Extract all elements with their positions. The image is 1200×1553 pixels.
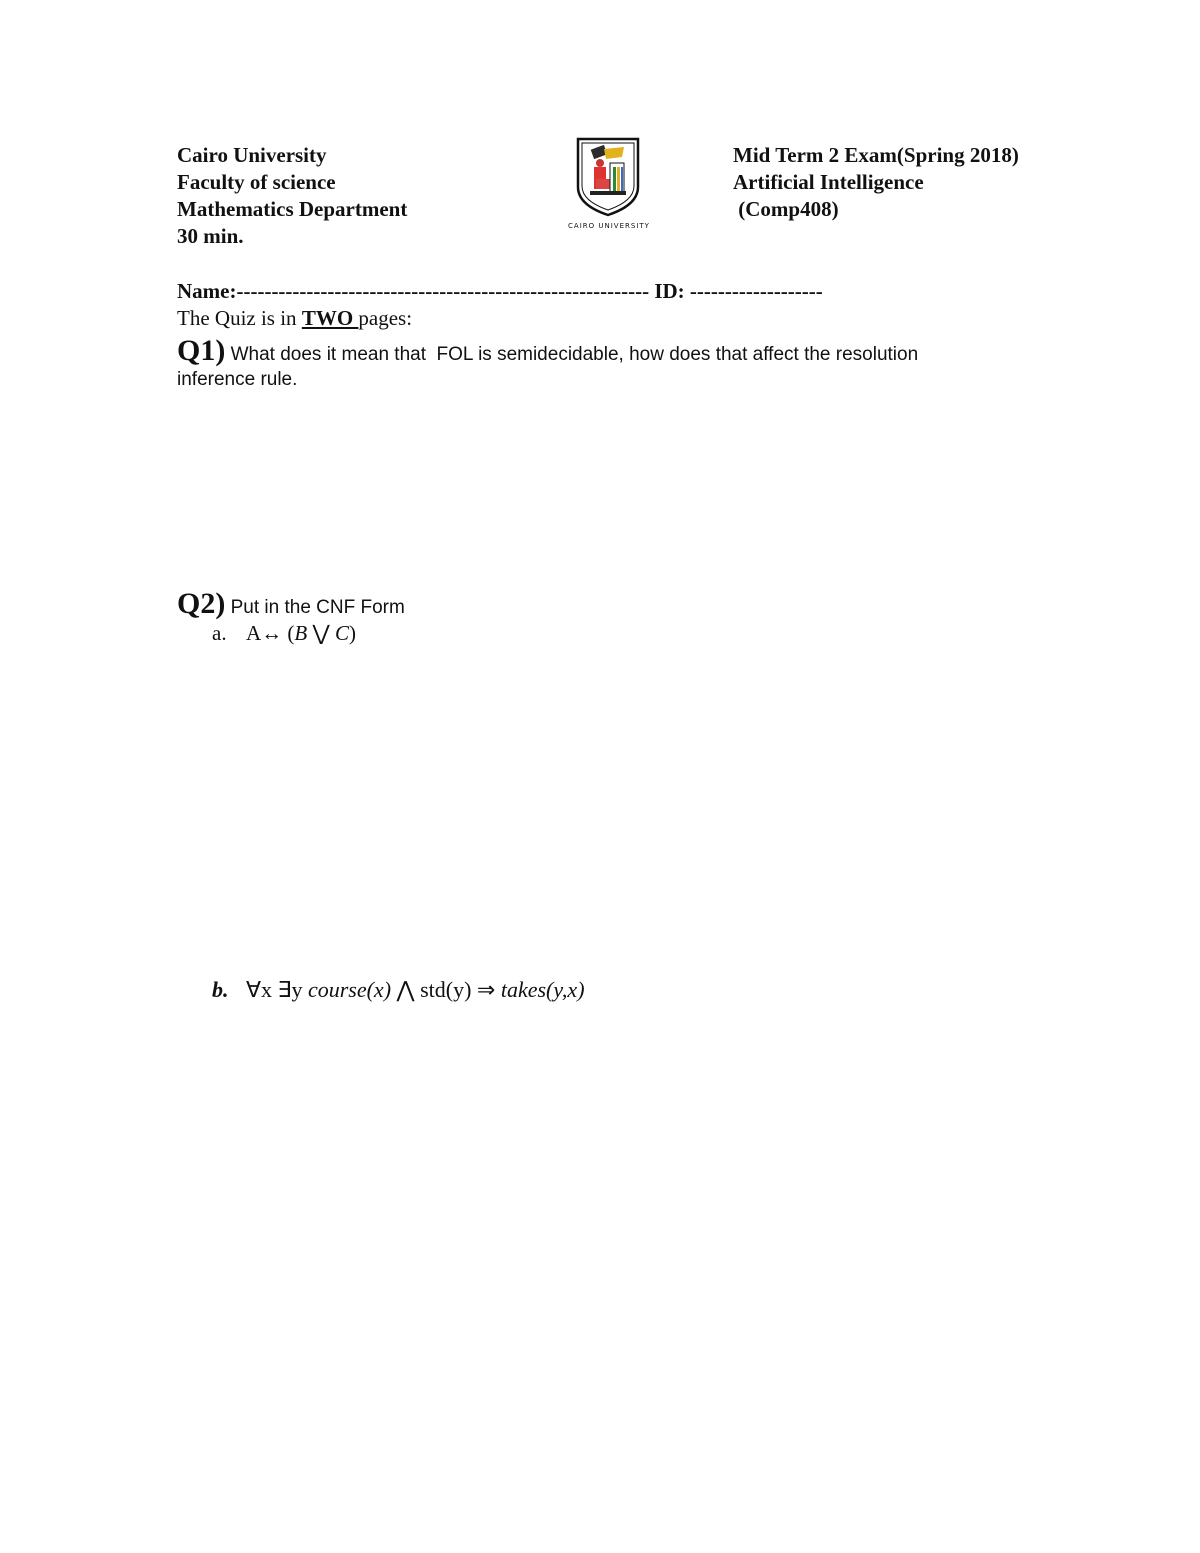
question-2-text: Put in the CNF Form bbox=[225, 597, 405, 618]
formula-b-course: course bbox=[307, 977, 367, 1002]
faculty-name: Faculty of science bbox=[177, 170, 336, 194]
exam-title: Mid Term 2 Exam(Spring 2018) bbox=[733, 143, 1019, 167]
part-b-formula bbox=[246, 977, 585, 1002]
part-a-formula bbox=[246, 621, 356, 645]
formula-b-quantifiers: ∀x ∃y bbox=[246, 977, 308, 1002]
department-name: Mathematics Department bbox=[177, 197, 408, 221]
quiz-note-suffix: pages: bbox=[358, 306, 413, 330]
header-left bbox=[177, 142, 407, 250]
name-id-line: Name:----------------------------------------------------------- ID: ------------------- bbox=[177, 279, 823, 303]
header-right bbox=[733, 142, 1019, 223]
logo-text: CAIRO UNIVERSITY bbox=[568, 222, 650, 230]
question-1-label: Q1) bbox=[177, 334, 226, 367]
part-a-label: a. bbox=[212, 621, 227, 645]
question-1 bbox=[177, 334, 918, 368]
question-2 bbox=[177, 587, 405, 621]
university-name: Cairo University bbox=[177, 143, 327, 167]
quiz-note-emphasis: TWO bbox=[301, 306, 359, 330]
question-2-part-a bbox=[212, 621, 356, 646]
course-name: Artificial Intelligence bbox=[733, 170, 924, 194]
formula-a-b: B bbox=[294, 621, 308, 645]
cairo-university-logo bbox=[566, 135, 652, 233]
question-1-text: What does it mean that FOL is semidecidable, how does that affect the resolution bbox=[225, 344, 919, 365]
quiz-note-prefix: The Quiz is in bbox=[177, 306, 302, 330]
formula-b-takes: takes bbox=[500, 977, 547, 1002]
course-code: (Comp408) bbox=[733, 197, 839, 221]
formula-b-and: ⋀ std(y) ⇒ bbox=[391, 977, 501, 1002]
formula-a-c: C bbox=[334, 621, 349, 645]
formula-a-prefix: A↔ ( bbox=[246, 621, 295, 645]
question-2-part-b bbox=[212, 977, 585, 1003]
quiz-pages-note bbox=[177, 306, 412, 331]
exam-duration: 30 min. bbox=[177, 224, 244, 248]
formula-b-arg1: (x) bbox=[366, 977, 392, 1002]
formula-a-or: ⋁ bbox=[307, 621, 335, 645]
part-b-label: b. bbox=[212, 977, 229, 1002]
formula-b-arg2: (y,x) bbox=[546, 977, 585, 1002]
question-2-label: Q2) bbox=[177, 587, 226, 620]
formula-a-close: ) bbox=[349, 621, 356, 645]
question-1-text-continued: inference rule. bbox=[177, 369, 298, 390]
